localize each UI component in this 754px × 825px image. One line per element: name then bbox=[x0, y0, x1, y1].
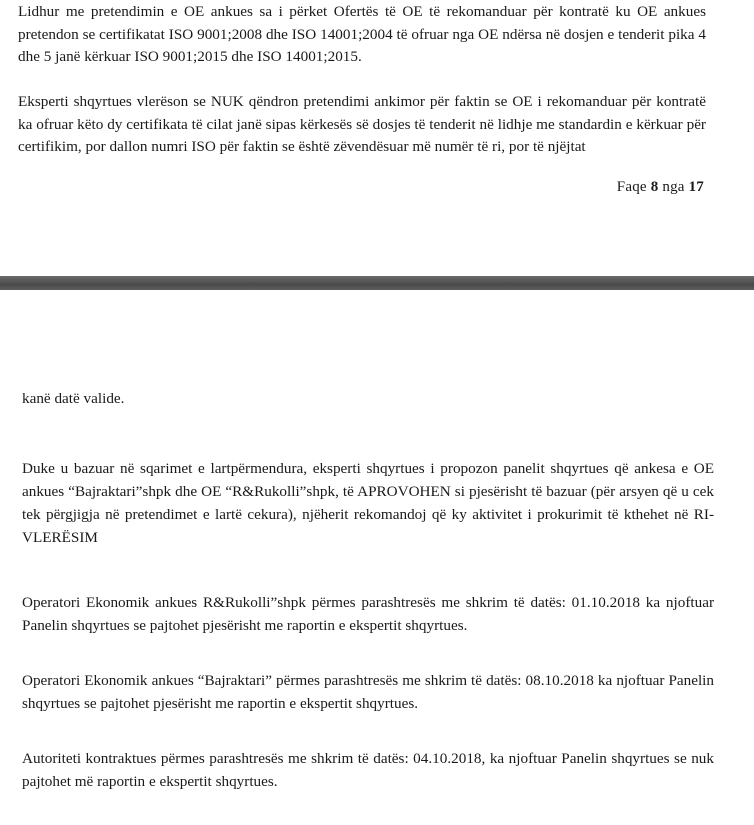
footer-separator: nga bbox=[662, 179, 685, 195]
paragraph-iso-claim: Lidhur me pretendimin e OE ankues sa i përket Ofertës të OE të rekomanduar për kontratë ku OE ankues pretendon se certifikatat ISO 9001;2008 dhe ISO 14001;2004 të ofruar nga OE ndërsa në dosjen e tenderit pika 4 dhe 5 janë kërkuar ISO 9001;2015 dhe ISO 14001;2015. bbox=[18, 3, 706, 65]
footer-prefix: Faqe bbox=[616, 179, 647, 195]
paragraph-continuation: kanë datë valide. bbox=[22, 390, 125, 407]
page-footer bbox=[617, 179, 704, 196]
document-page-9 bbox=[0, 290, 754, 825]
paragraph-operator-bajraktari: Operatori Ekonomik ankues “Bajraktari” përmes parashtresës me shkrim të datës: 08.10.2018 ka njoftuar Panelin shqyrtues se pajtohet pjesërisht me raportin e ekspertit shqyrtues. bbox=[22, 672, 714, 712]
page-separator bbox=[0, 276, 754, 290]
paragraph-recommendation: Duke u bazuar në sqarimet e lartpërmendura, eksperti shqyrtues i propozon panelit shqyrtues që ankesa e OE ankues “Bajraktari”shpk dhe OE “R&Rukolli”shpk, të APROVOHEN si pjesërisht të bazuar (për arsyen që u cek tek përgjigja në pretendimet e lartë cekura), njëherit rekomandoj që ky aktivitet i prokurimit të kthehet në RI-VLERËSIM bbox=[22, 460, 714, 546]
paragraph-operator-rrukolli: Operatori Ekonomik ankues R&Rukolli”shpk përmes parashtresës me shkrim të datës: 01.10.2018 ka njoftuar Panelin shqyrtues se pajtohet pjesërisht me raportin e ekspertit shqyrtues. bbox=[22, 594, 714, 634]
document-page-8 bbox=[0, 0, 754, 276]
footer-page-number: 8 bbox=[650, 179, 659, 195]
footer-total-pages: 17 bbox=[688, 179, 704, 195]
paragraph-contracting-authority: Autoriteti kontraktues përmes parashtresës me shkrim të datës: 04.10.2018, ka njoftuar Panelin shqyrtues se nuk pajtohet më raportin e ekspertit shqyrtues. bbox=[22, 750, 714, 790]
paragraph-expert-assessment: Eksperti shqyrtues vlerëson se NUK qëndron pretendimi ankimor për faktin se OE i rekomanduar për kontratë ka ofruar këto dy certifikata të cilat janë sipas kërkesës së dosjes të tenderit në lidhje me standardin e kërkuar për certifikim, por dallon numri ISO për faktin se është zëvendësuar më numër të ri, por të njëjtat bbox=[18, 93, 706, 155]
